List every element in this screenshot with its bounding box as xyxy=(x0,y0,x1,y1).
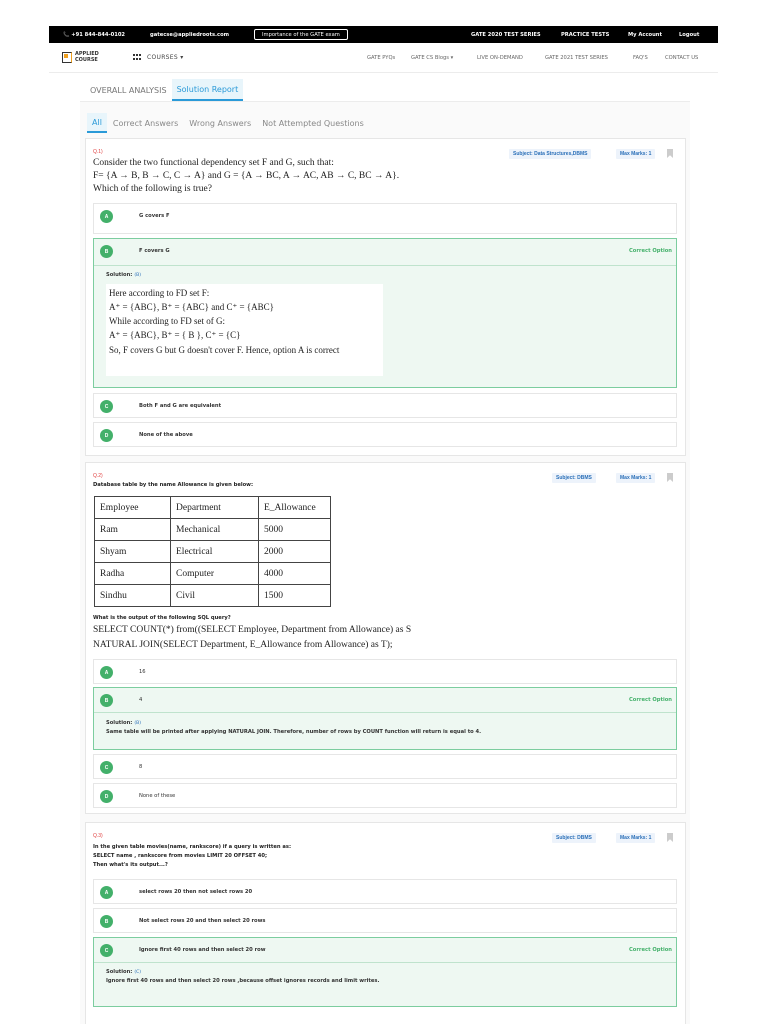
nav-gate-pyqs[interactable]: GATE PYQs xyxy=(367,55,396,61)
option-letter-badge: B xyxy=(100,245,113,258)
option-text: G covers F xyxy=(139,213,170,219)
table-cell: 2000 xyxy=(259,541,331,563)
question-number: Q.3) xyxy=(93,833,103,839)
option-text: Both F and G are equivalent xyxy=(139,403,222,409)
nav-contact-us[interactable]: CONTACT US xyxy=(665,55,699,61)
allowance-table xyxy=(94,496,331,607)
option-b-correct[interactable] xyxy=(93,687,677,750)
option-letter-badge: A xyxy=(100,886,113,899)
table-cell: 1500 xyxy=(259,585,331,607)
option-letter-badge: A xyxy=(100,210,113,223)
option-letter-badge: C xyxy=(100,944,113,957)
question-text: What is the output of the following SQL query? xyxy=(93,615,231,621)
option-a[interactable] xyxy=(93,659,677,684)
table-header-row xyxy=(95,497,331,519)
bookmark-icon[interactable] xyxy=(667,149,673,158)
option-letter-badge: A xyxy=(100,666,113,679)
option-c[interactable] xyxy=(93,754,677,779)
correct-option-label: Correct Option xyxy=(628,947,672,953)
subject-badge: Subject: Data Structures,DBMS xyxy=(509,149,591,159)
tab-overall-analysis[interactable]: OVERALL ANALYSIS xyxy=(90,85,167,95)
table-cell: Computer xyxy=(171,563,259,585)
table-cell: Shyam xyxy=(95,541,171,563)
subject-badge: Subject: DBMS xyxy=(552,833,596,843)
nav-gate-2021-test-series[interactable]: GATE 2021 TEST SERIES xyxy=(545,55,608,61)
solution-content: Here according to FD set F: A⁺ = {ABC}, B⁺ = {ABC} and C⁺ = {ABC} While according to FD set of G: A⁺ = {ABC}, B⁺ = { B }, C⁺ = {C} So, F covers G but G doesn't cover F. Hence, option A is correct xyxy=(106,284,383,376)
option-b-correct[interactable] xyxy=(93,238,677,388)
question-intro: Database table by the name Allowance is given below: xyxy=(93,482,254,488)
tab-wrong-answers[interactable]: Wrong Answers xyxy=(189,118,252,128)
option-letter-badge: C xyxy=(100,761,113,774)
option-b[interactable] xyxy=(93,908,677,933)
question-line: SELECT name , rankscore from movies LIMIT 20 OFFSET 40; xyxy=(93,853,268,859)
correct-option-label: Correct Option xyxy=(628,248,672,254)
gate-2020-test-series-link[interactable]: GATE 2020 TEST SERIES xyxy=(471,31,541,38)
option-text: F covers G xyxy=(139,248,170,254)
nav-gate-cs-blogs[interactable]: GATE CS Blogs ▾ xyxy=(411,55,454,61)
courses-menu[interactable] xyxy=(133,54,184,61)
gate-importance-button[interactable]: Importance of the GATE exam xyxy=(254,29,348,40)
table-header-cell: E_Allowance xyxy=(259,497,331,519)
solution-label: Solution: (B) xyxy=(106,720,141,726)
bookmark-icon[interactable] xyxy=(667,833,673,842)
option-text: None of these xyxy=(139,793,176,799)
option-text: Not select rows 20 and then select 20 rows xyxy=(139,918,266,924)
table-row xyxy=(95,519,331,541)
question-line: In the given table movies(name, rankscore) if a query is written as: xyxy=(93,844,292,850)
option-letter-badge: B xyxy=(100,915,113,928)
max-marks-badge: Max Marks: 1 xyxy=(616,473,655,483)
grid-icon xyxy=(133,54,141,61)
table-row xyxy=(95,585,331,607)
option-letter-badge: D xyxy=(100,790,113,803)
table-cell: Mechanical xyxy=(171,519,259,541)
table-row xyxy=(95,541,331,563)
practice-tests-link[interactable]: PRACTICE TESTS xyxy=(561,31,610,38)
nav-live-on-demand[interactable]: LIVE ON-DEMAND xyxy=(477,55,523,61)
logo-mark-icon xyxy=(62,52,72,63)
tab-all[interactable]: All xyxy=(87,113,107,133)
option-a[interactable] xyxy=(93,879,677,904)
table-cell: Sindhu xyxy=(95,585,171,607)
table-cell: Electrical xyxy=(171,541,259,563)
bookmark-icon[interactable] xyxy=(667,473,673,482)
subject-badge: Subject: DBMS xyxy=(552,473,596,483)
solution-text: Same table will be printed after applying NATURAL JOIN. Therefore, number of rows by COUNT function will return is equal to 4. xyxy=(106,729,482,735)
question-number: Q.1) xyxy=(93,149,103,155)
option-letter-badge: B xyxy=(100,694,113,707)
table-cell: Civil xyxy=(171,585,259,607)
option-text: Ignore first 40 rows and then select 20 row xyxy=(139,947,266,953)
question-line: Then what's its output...? xyxy=(93,862,168,868)
option-d[interactable] xyxy=(93,783,677,808)
option-a[interactable] xyxy=(93,203,677,234)
table-header-cell: Employee xyxy=(95,497,171,519)
table-header-cell: Department xyxy=(171,497,259,519)
table-cell: Ram xyxy=(95,519,171,541)
applied-course-logo[interactable] xyxy=(62,52,99,63)
table-cell: Radha xyxy=(95,563,171,585)
option-text: 4 xyxy=(139,697,143,703)
question-line: Which of the following is true? xyxy=(93,184,212,194)
table-cell: 4000 xyxy=(259,563,331,585)
solution-text: Ignore first 40 rows and then select 20 rows ,because offset ignores records and limit writes. xyxy=(106,978,380,984)
top-bar xyxy=(49,26,718,43)
tab-solution-report[interactable]: Solution Report xyxy=(172,79,244,101)
question-card-3 xyxy=(85,822,686,1024)
max-marks-badge: Max Marks: 1 xyxy=(616,149,655,159)
table-row xyxy=(95,563,331,585)
tab-not-attempted[interactable]: Not Attempted Questions xyxy=(262,118,364,128)
question-card-1 xyxy=(85,138,686,456)
filter-tabs xyxy=(87,113,370,133)
main-nav xyxy=(49,43,718,73)
option-text: None of the above xyxy=(139,432,193,438)
email-link[interactable]: gatecse@appliedroots.com xyxy=(150,31,230,38)
question-line: Consider the two functional dependency set F and G, such that: xyxy=(93,158,334,168)
question-number: Q.2) xyxy=(93,473,103,479)
option-text: 8 xyxy=(139,764,143,770)
option-text: 16 xyxy=(139,669,146,675)
max-marks-badge: Max Marks: 1 xyxy=(616,833,655,843)
table-cell: 5000 xyxy=(259,519,331,541)
option-letter-badge: D xyxy=(100,429,113,442)
option-text: select rows 20 then not select rows 20 xyxy=(139,889,253,895)
option-letter-badge: C xyxy=(100,400,113,413)
sql-line: NATURAL JOIN(SELECT Department, E_Allowance from Allowance) as T); xyxy=(93,640,393,650)
option-d[interactable] xyxy=(93,422,677,447)
solution-label: Solution: (C) xyxy=(106,969,142,975)
question-card-2 xyxy=(85,462,686,814)
logout-link[interactable]: Logout xyxy=(679,31,700,38)
logo-text-line1: APPLIED xyxy=(75,51,99,57)
correct-option-label: Correct Option xyxy=(628,697,672,703)
question-line: F= {A → B, B → C, C → A} and G = {A → BC, A → AC, AB → C, BC → A}. xyxy=(93,171,400,181)
option-c-correct[interactable] xyxy=(93,937,677,1007)
courses-label: COURSES ▾ xyxy=(147,54,184,61)
sql-line: SELECT COUNT(*) from((SELECT Employee, Department from Allowance) as S xyxy=(93,625,412,635)
my-account-link[interactable]: My Account xyxy=(628,31,662,38)
tab-correct-answers[interactable]: Correct Answers xyxy=(112,118,179,128)
option-c[interactable] xyxy=(93,393,677,418)
logo-text-line2: COURSE xyxy=(75,56,98,63)
solution-label: Solution: (B) xyxy=(106,272,141,278)
nav-faqs[interactable]: FAQ'S xyxy=(633,55,648,61)
phone-number[interactable]: 📞 +91 844-844-0102 xyxy=(63,31,126,38)
report-tabs xyxy=(85,79,243,101)
